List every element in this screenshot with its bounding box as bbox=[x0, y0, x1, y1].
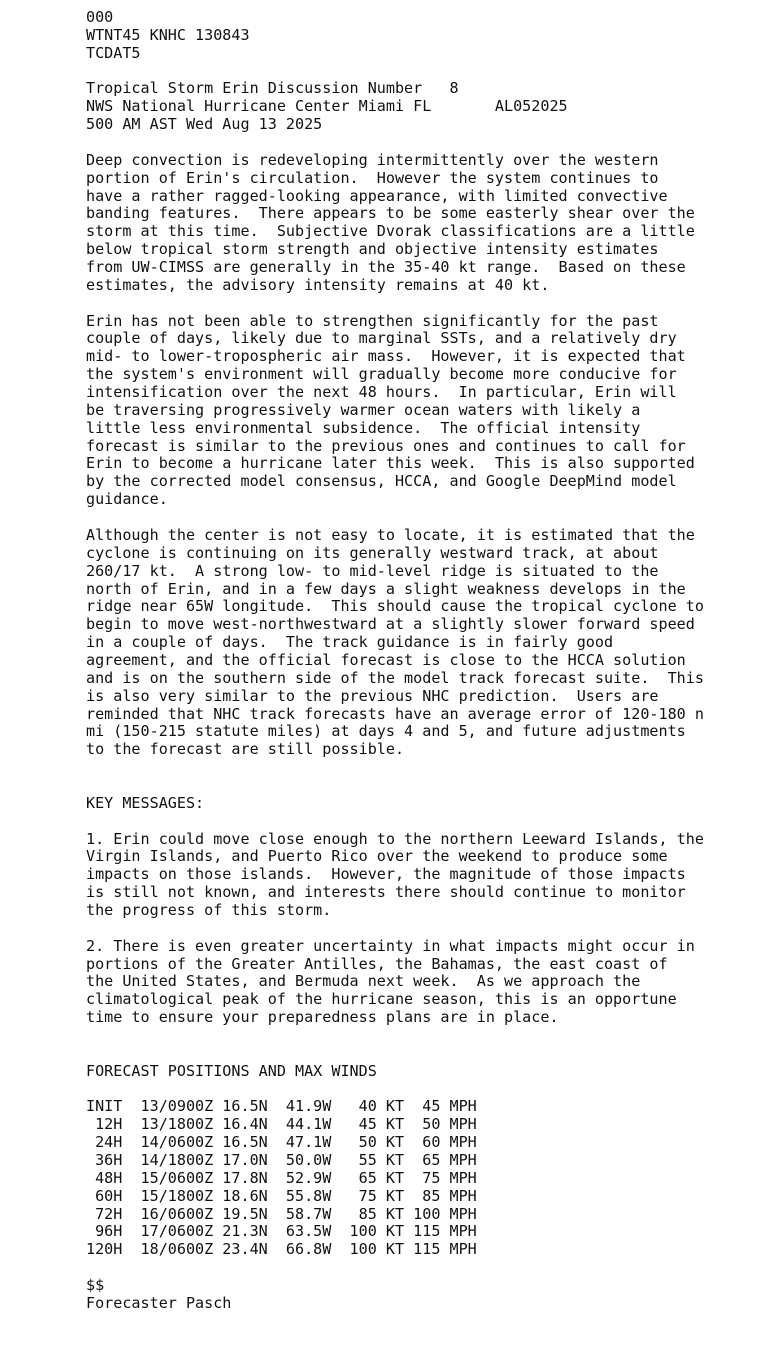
discussion-text: 000 WTNT45 KNHC 130843 TCDAT5 Tropical Storm Erin Discussion Number 8 NWS National Hurricane Center Miami FL AL052025 500 AM AST Wed Aug 13 2025 Deep convection is redeveloping intermittently over the western portion of Erin's circulation. However the system continues to have a rather ragged-looking appearance, with limited convective banding features. There appears to be some easterly shear over the storm at this time. Subjective Dvorak classifications are a little below tropical storm strength and objective intensity estimates from UW-CIMSS are generally in the 35-40 kt range. Based on these estimates, the advisory intensity remains at 40 kt. Erin has not been able to strengthen significantly for the past couple of days, likely due to marginal SSTs, and a relatively dry mid- to lower-tropospheric air mass. However, it is expected that the system's environment will gradually become more conducive for intensification over the next 48 hours. In particular, Erin will be traversing progressively warmer ocean waters with likely a little less environmental subsidence. The official intensity forecast is similar to the previous ones and continues to call for Erin to become a hurricane later this week. This is also supported by the corrected model consensus, HCCA, and Google DeepMind model guidance. Although the center is not easy to locate, it is estimated that the cyclone is continuing on its generally westward track, at about 260/17 kt. A strong low- to mid-level ridge is situated to the north of Erin, and in a few days a slight weakness develops in the ridge near 65W longitude. This should cause the tropical cyclone to begin to move west-northwestward at a slightly slower forward speed in a couple of days. The track guidance is in fairly good agreement, and the official forecast is close to the HCCA solution and is on the southern side of the model track forecast suite. This is also very similar to the previous NHC prediction. Users are reminded that NHC track forecasts have an average error of 120-180 n mi (150-215 statute miles) at days 4 and 5, and future adjustments to the forecast are still possible. KEY MESSAGES: 1. Erin could move close enough to the northern Leeward Islands, the Virgin Islands, and Puerto Rico over the weekend to produce some impacts on those islands. However, the magnitude of those impacts is still not known, and interests there should continue to monitor the progress of this storm. 2. There is even greater uncertainty in what impacts might occur in portions of the Greater Antilles, the Bahamas, the east coast of the United States, and Bermuda next week. As we approach the climatological peak of the hurricane season, this is an opportune time to ensure your preparedness plans are in place. FORECAST POSITIONS AND MAX WINDS INIT 13/0900Z 16.5N 41.9W 40 KT 45 MPH 12H 13/1800Z 16.4N 44.1W 45 KT 50 MPH 24H 14/0600Z 16.5N 47.1W 50 KT 60 MPH 36H 14/1800Z 17.0N 50.0W 55 KT 65 MPH 48H 15/0600Z 17.8N 52.9W 65 KT 75 MPH 60H 15/1800Z 18.6N 55.8W 75 KT 85 MPH 72H 16/0600Z 19.5N 58.7W 85 KT 100 MPH 96H 17/0600Z 21.3N 63.5W 100 KT 115 MPH 120H 18/0600Z 23.4N 66.8W 100 KT 115 MPH $$ Forecaster Pasch bbox=[86, 8, 704, 1312]
